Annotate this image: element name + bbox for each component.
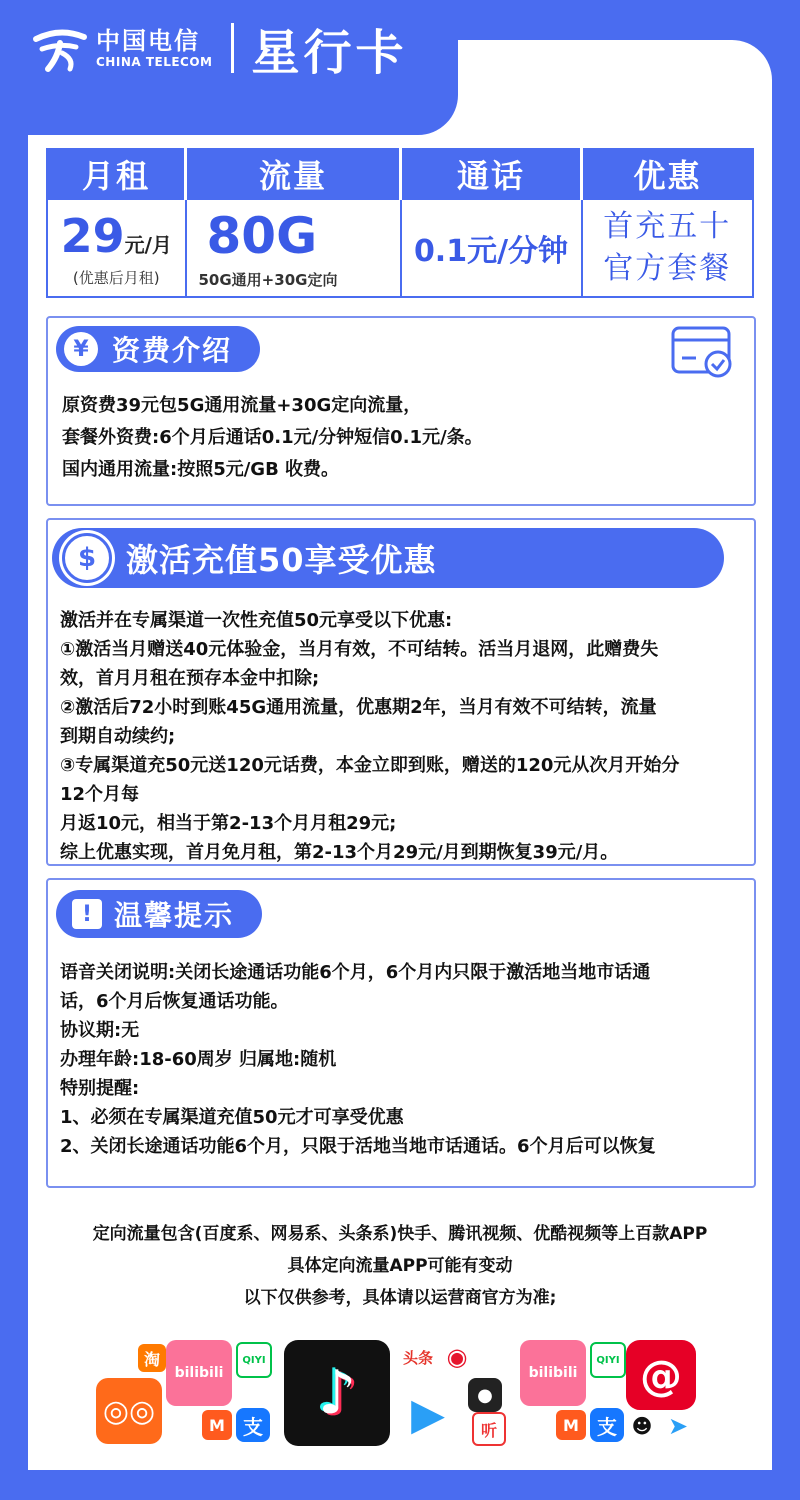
monthly-fee-note: (优惠后月租): [72, 268, 160, 287]
promo-line: ②激活后72小时到账45G通用流量，优惠期2年，当月有效不可结转，流量: [60, 697, 657, 718]
game-app-icon: ●: [468, 1378, 502, 1412]
tips-line: 语音关闭说明:关闭长途通话功能6个月，6个月内只限于激活地当地市话通: [60, 962, 651, 983]
bilibili-icon-2: bilibili: [520, 1340, 586, 1406]
tips-line: 2、关闭长途通话功能6个月，只限于活地当地市话通话。6个月后可以恢复: [60, 1136, 656, 1157]
tips-line: 话，6个月后恢复通话功能。: [60, 991, 289, 1012]
toutiao-icon: 头条: [398, 1344, 438, 1370]
promo-line: 激活并在专属渠道一次性充值50元享受以下优惠:: [60, 610, 453, 631]
iqiyi-icon-2: QIYI: [590, 1342, 626, 1378]
footer-line: 定向流量包含(百度系、网易系、头条系)快手、腾讯视频、优酷视频等上百款APP: [92, 1224, 708, 1244]
data-cell: [186, 199, 401, 297]
promo-line: 到期自动续约;: [60, 726, 176, 747]
qq-icon: ☻: [628, 1412, 656, 1440]
douyin-icon: ♪: [284, 1340, 390, 1446]
tips-section-title: [56, 890, 262, 938]
plan-table-header: [47, 149, 753, 199]
kuaishou-icon: ◎◎: [96, 1378, 162, 1444]
call-value: 0.1元/分钟: [413, 234, 569, 269]
footer-notes: [0, 1218, 800, 1314]
tips-section-lines: [60, 958, 656, 1161]
card-name: 星行卡: [251, 24, 408, 81]
fee-section: [46, 316, 756, 506]
footer-line: 具体定向流量APP可能有变动: [287, 1256, 513, 1276]
recharge-icon: $: [62, 533, 112, 583]
promo-line: ③专属渠道充50元送120元话费，本金立即到账，赠送的120元从次月开始分: [60, 755, 680, 776]
monthly-fee-cell: [47, 199, 186, 297]
tips-line: 办理年龄:18-60周岁 归属地:随机: [60, 1049, 337, 1070]
alipay-icon: 支: [236, 1408, 270, 1442]
plan-table-row: [47, 199, 753, 297]
fee-section-lines: [62, 390, 483, 486]
billing-card-icon: [670, 324, 736, 378]
promo-section-lines: [60, 606, 679, 867]
promo-line: 12个月每: [60, 784, 140, 805]
monthly-fee-value: 29: [60, 208, 125, 263]
promo-line: 综上优惠实现，首月免月租，第2-13个月29元/月到期恢复39元/月。: [60, 842, 619, 863]
plan-table: [46, 148, 754, 298]
taobao-icon: 淘: [138, 1344, 166, 1372]
promo-line: ①激活当月赠送40元体验金，当月有效，不可结转。活当月退网，此赠费失: [60, 639, 659, 660]
alipay-icon-2: 支: [590, 1408, 624, 1442]
fee-line: 国内通用流量:按照5元/GB 收费。: [62, 459, 340, 480]
iqiyi-icon: QIYI: [236, 1342, 272, 1378]
promo-section: [46, 518, 756, 866]
footer-line: 以下仅供参考，具体请以运营商官方为准;: [243, 1288, 557, 1308]
tips-section-title-text: 温馨提示: [114, 899, 235, 932]
call-cell: [401, 199, 582, 297]
fee-section-title: [56, 326, 260, 372]
promo-line: 月返10元，相当于第2-13个月月租29元;: [60, 813, 397, 834]
promo-section-title: [52, 528, 724, 588]
fee-line: 套餐外资费:6个月后通话0.1元/分钟短信0.1元/条。: [62, 427, 483, 448]
header-monthly-fee: 月租: [47, 149, 186, 199]
brand-name-en: CHINA TELECOM: [96, 55, 213, 69]
promo-line: 效，首月月租在预存本金中扣除;: [60, 668, 320, 689]
offer-line-1: 首充五十: [603, 209, 732, 244]
ting-app-icon: 听: [472, 1412, 506, 1446]
brand-name-cn: 中国电信: [96, 27, 200, 55]
fee-line: 原资费39元包5G通用流量+30G定向流量，: [62, 395, 422, 416]
data-value: 80G: [206, 206, 318, 265]
header-data: 流量: [186, 149, 401, 199]
tips-section: [46, 878, 756, 1188]
tips-line: 协议期:无: [60, 1020, 140, 1041]
weibo-icon: ◉: [440, 1340, 474, 1374]
header-offer: 优惠: [582, 149, 754, 199]
tips-line: 1、必须在专属渠道充值50元才可享受优惠: [60, 1107, 404, 1128]
header-call: 通话: [401, 149, 582, 199]
offer-cell: [582, 199, 754, 297]
netease-music-icon: @: [626, 1340, 696, 1410]
warning-icon: !: [72, 899, 102, 929]
paper-plane-icon: ➤: [662, 1410, 694, 1442]
offer-line-2: 官方套餐: [603, 251, 732, 286]
tips-line: 特别提醒:: [60, 1078, 140, 1099]
data-note: 50G通用+30G定向: [198, 270, 338, 289]
promo-section-title-text: 激活充值50享受优惠: [126, 541, 437, 579]
tencent-video-icon: ▶: [400, 1386, 456, 1442]
mango-tv-icon: M: [202, 1410, 232, 1440]
monthly-fee-unit: 元/月: [124, 232, 172, 257]
mango-tv-icon-2: M: [556, 1410, 586, 1440]
bilibili-icon: bilibili: [166, 1340, 232, 1406]
fee-section-title-text: 资费介绍: [112, 334, 233, 367]
yen-icon: ¥: [64, 332, 98, 366]
